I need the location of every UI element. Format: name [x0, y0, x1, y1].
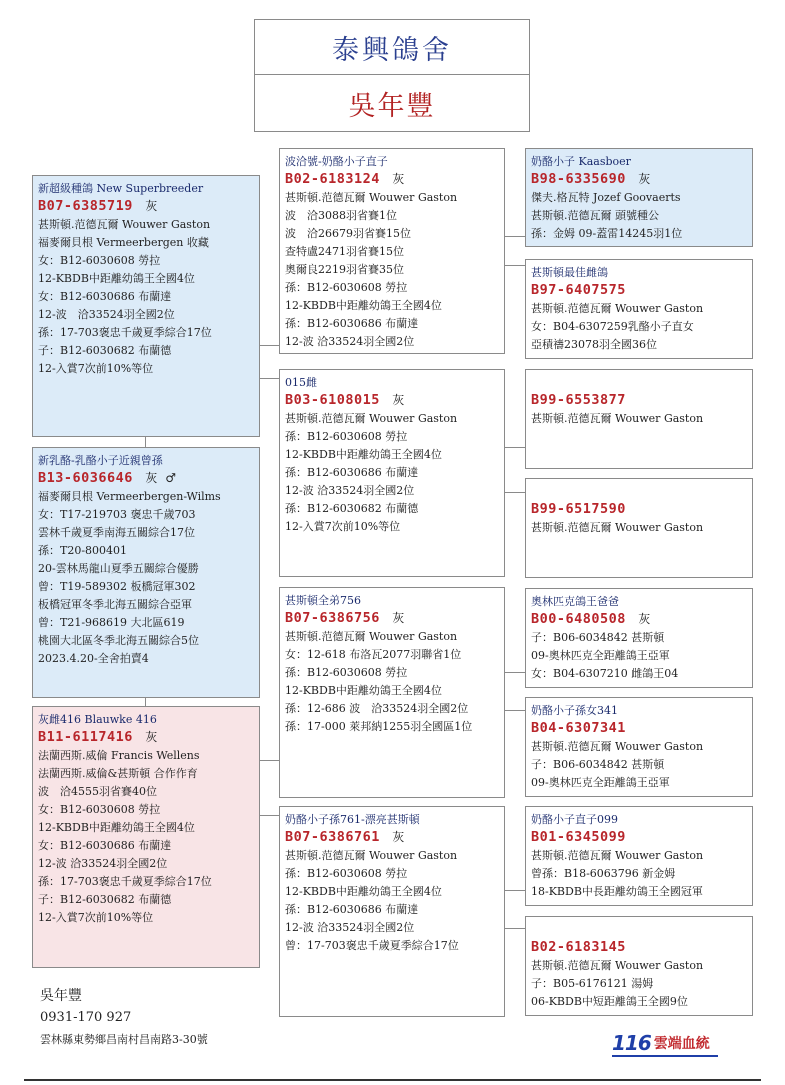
info-line: 孫：B12-6030682 布蘭德: [285, 502, 419, 515]
info-line: 12-KBDB中距離幼鴿王全國4位: [285, 885, 442, 898]
info-line: 甚斯頓.范德瓦爾 Wouwer Gaston: [38, 218, 211, 231]
info-line: 甚斯頓.范德瓦爾 Wouwer Gaston: [531, 740, 704, 753]
info-line: 雲林千歲夏季南海五關綜合17位: [38, 526, 195, 539]
info-line: 曾：T19-589302 板橋冠軍302: [38, 580, 196, 593]
info-line: 甚斯頓.范德瓦爾 Wouwer Gaston: [285, 412, 458, 425]
ancestor-ring: [285, 828, 504, 847]
info-line: 女：B12-6030686 布蘭達: [38, 290, 172, 303]
logo-underline: [612, 1055, 718, 1057]
ring-number: B07-6385719: [38, 198, 133, 214]
ring-number: B04-6307341: [531, 720, 626, 736]
color-label: 灰: [638, 172, 651, 186]
subject-card: [32, 175, 260, 437]
info-line: 甚斯頓.范德瓦爾 Wouwer Gaston: [531, 959, 704, 972]
info-line: 20-雲林馬龍山夏季五關綜合優勝: [38, 562, 199, 575]
connector: [505, 672, 525, 673]
info-line: 法蘭西斯.威倫&甚斯頓 合作作育: [38, 767, 198, 780]
info-line: 甚斯頓.范德瓦爾 Wouwer Gaston: [531, 412, 704, 425]
ancestor-ring: [531, 719, 752, 738]
info-line: 曾：T21-968619 大北區619: [38, 616, 185, 629]
ancestor-ring: [531, 170, 752, 189]
connector: [145, 436, 146, 447]
color-label: 灰: [392, 393, 405, 407]
dds-card: [525, 806, 753, 906]
info-line: 12-波 洽33524羽全國2位: [38, 308, 175, 321]
ring-number: B00-6480508: [531, 611, 626, 627]
info-line: 女：T17-219703 褒忠千歲703: [38, 508, 196, 521]
ssd-card: [525, 259, 753, 359]
ancestor-ring: [285, 170, 504, 189]
owner-title: 吳年豐: [348, 91, 436, 122]
sire-name: 新乳酪-乳酪小子近親曾孫: [38, 454, 163, 467]
ring-number: B99-6553877: [531, 392, 626, 408]
info-line: 甚斯頓.范德瓦爾 Wouwer Gaston: [285, 630, 458, 643]
info-line: 孫：17-703褒忠千歲夏季綜合17位: [38, 875, 212, 888]
info-line: 波 洽4555羽省賽40位: [38, 785, 157, 798]
ring-number: B13-6036646: [38, 470, 133, 486]
info-line: 波 洽3088羽省賽1位: [285, 209, 397, 222]
ancestor-name: 奶酪小子直子099: [531, 813, 618, 826]
ring-number: B97-6407575: [531, 282, 626, 298]
ring-number: B03-6108015: [285, 392, 380, 408]
color-label: 灰: [145, 730, 158, 744]
ancestor-ring: [531, 500, 752, 519]
info-line: 女：B04-6307259乳酪小子直女: [531, 320, 694, 333]
info-line: 孫：金姆 09-蓋雷14245羽1位: [531, 227, 683, 240]
info-line: 甚斯頓.范德瓦爾 Wouwer Gaston: [531, 849, 704, 862]
info-line: 甚斯頓.范德瓦爾 Wouwer Gaston: [285, 191, 458, 204]
subject-name: 新超級種鴿 New Superbreeder: [38, 182, 204, 195]
sire-card: [32, 447, 260, 698]
ring-number: B99-6517590: [531, 501, 626, 517]
color-label: 灰: [392, 830, 405, 844]
info-line: 09-奧林匹克全距離鴿王亞軍: [531, 776, 670, 789]
info-line: 12-入賞7次前10%等位: [285, 520, 401, 533]
dss-card: [525, 588, 753, 688]
dam-ring: [38, 728, 259, 747]
ancestor-ring: [531, 391, 752, 410]
color-label: 灰: [145, 199, 158, 213]
sire-ring: [38, 469, 259, 488]
dam-sire-card: [279, 587, 505, 798]
ring-number: B07-6386756: [285, 610, 380, 626]
ring-number: B07-6386761: [285, 829, 380, 845]
ring-number: B11-6117416: [38, 729, 133, 745]
connector: [259, 760, 279, 761]
info-line: 傑夫.格瓦特 Jozef Goovaerts: [531, 191, 681, 204]
ancestor-ring: [531, 610, 752, 629]
info-line: 甚斯頓.范德瓦爾 Wouwer Gaston: [531, 302, 704, 315]
ancestor-name: 奶酪小子孫女341: [531, 704, 618, 717]
ancestor-name: 015雌: [285, 376, 317, 389]
info-line: 女：B12-6030608 勞拉: [38, 254, 161, 267]
ring-number: B02-6183124: [285, 171, 380, 187]
info-line: 孫：B12-6030608 勞拉: [285, 666, 408, 679]
sdd-card: [525, 478, 753, 578]
info-line: 12-波 洽33524羽全國2位: [285, 335, 415, 348]
owner-phone: 0931-170 927: [40, 1010, 132, 1025]
info-line: 子：B12-6030682 布蘭德: [38, 344, 172, 357]
connector: [505, 890, 525, 891]
footer-divider: [24, 1079, 761, 1081]
info-line: 甚斯頓.范德瓦爾 頭號種公: [531, 209, 659, 222]
info-line: 子：B12-6030682 布蘭德: [38, 893, 172, 906]
info-line: 孫：17-703褒忠千歲夏季綜合17位: [38, 326, 212, 339]
info-line: 甚斯頓.范德瓦爾 Wouwer Gaston: [285, 849, 458, 862]
info-line: 子：B06-6034842 甚斯頓: [531, 631, 665, 644]
connector: [505, 492, 525, 493]
info-line: 法蘭西斯.威倫 Francis Wellens: [38, 749, 200, 762]
dam-card: [32, 706, 260, 968]
info-line: 孫：17-000 萊邦納1255羽全國區1位: [285, 720, 473, 733]
info-line: 奧爾良2219羽省賽35位: [285, 263, 404, 276]
info-line: 福麥爾貝根 Vermeerbergen 收藏: [38, 236, 209, 249]
ancestor-ring: [531, 938, 752, 957]
sire-dam-card: [279, 369, 505, 577]
info-line: 12-波 洽33524羽全國2位: [285, 921, 415, 934]
info-line: 波 洽26679羽省賽15位: [285, 227, 411, 240]
ancestor-name: 奶酪小子孫761-漂亮甚斯頓: [285, 813, 420, 826]
info-line: 12-入賞7次前10%等位: [38, 362, 154, 375]
info-line: 孫：B12-6030608 勞拉: [285, 430, 408, 443]
dsd-card: [525, 697, 753, 797]
ddd-card: [525, 916, 753, 1016]
sds-card: [525, 369, 753, 469]
info-line: 甚斯頓.范德瓦爾 Wouwer Gaston: [531, 521, 704, 534]
info-line: 12-KBDB中距離幼鴿王全國4位: [38, 821, 195, 834]
info-line: 女：B12-6030608 勞拉: [38, 803, 161, 816]
info-line: 查特盧2471羽省賽15位: [285, 245, 404, 258]
ancestor-name: 奧林匹克鴿王爸爸: [531, 595, 619, 608]
title-box: [254, 19, 530, 132]
dam-name: 灰雌416 Blauwke 416: [38, 713, 157, 726]
info-line: 06-KBDB中短距離鴿王全國9位: [531, 995, 688, 1008]
brand-logo: [612, 1031, 722, 1055]
connector: [505, 447, 525, 448]
ancestor-ring: [285, 391, 504, 410]
ancestor-ring: [531, 828, 752, 847]
ancestor-name: 甚斯頓全弟756: [285, 594, 361, 607]
ancestor-name: 波洽號-奶酪小子直子: [285, 155, 388, 168]
ancestor-name: 甚斯頓最佳雌鴿: [531, 266, 608, 279]
connector: [505, 928, 525, 929]
ancestor-ring: [285, 609, 504, 628]
info-line: 12-KBDB中距離幼鴿王全國4位: [285, 684, 442, 697]
subject-ring: [38, 197, 259, 216]
info-line: 孫：B12-6030608 勞拉: [285, 281, 408, 294]
info-line: 孫：B12-6030608 勞拉: [285, 867, 408, 880]
connector: [505, 265, 525, 266]
sss-card: [525, 148, 753, 247]
color-label: 灰: [145, 471, 158, 485]
info-line: 2023.4.20-全舍拍賣4: [38, 652, 149, 665]
info-line: 12-KBDB中距離幼鴿王全國4位: [38, 272, 195, 285]
owner-info: [40, 985, 208, 1051]
info-line: 子：B06-6034842 甚斯頓: [531, 758, 665, 771]
info-line: 孫：B12-6030686 布蘭達: [285, 466, 419, 479]
info-line: 12-入賞7次前10%等位: [38, 911, 154, 924]
info-line: 曾：17-703褒忠千歲夏季綜合17位: [285, 939, 459, 952]
color-label: 灰: [392, 172, 405, 186]
connector: [259, 815, 279, 816]
color-label: 灰: [392, 611, 405, 625]
info-line: 12-波 洽33524羽全國2位: [285, 484, 415, 497]
ancestor-name: 奶酪小子 Kaasboer: [531, 155, 631, 168]
loft-name: 泰興鴿舍: [255, 20, 529, 75]
info-line: 桃園大北區冬季北海五關綜合5位: [38, 634, 199, 647]
info-line: 孫：B12-6030686 布蘭達: [285, 317, 419, 330]
ring-number: B02-6183145: [531, 939, 626, 955]
info-line: 12-波 洽33524羽全國2位: [38, 857, 168, 870]
info-line: 亞積禱23078羽全國36位: [531, 338, 657, 351]
color-label: 灰: [638, 612, 651, 626]
info-line: 曾孫：B18-6063796 新金姆: [531, 867, 676, 880]
info-line: 18-KBDB中長距離幼鴿王全國冠軍: [531, 885, 703, 898]
sire-sire-card: [279, 148, 505, 354]
info-line: 女：B12-6030686 布蘭達: [38, 839, 172, 852]
connector: [505, 710, 525, 711]
connector: [145, 697, 146, 706]
info-line: 12-KBDB中距離幼鴿王全國4位: [285, 299, 442, 312]
logo-text: 雲端血統: [653, 1036, 710, 1052]
owner-name: 吳年豐: [40, 988, 82, 1004]
connector: [505, 236, 525, 237]
owner-address: 雲林縣東勢鄉昌南村昌南路3-30號: [40, 1033, 208, 1046]
info-line: 12-KBDB中距離幼鴿王全國4位: [285, 448, 442, 461]
male-icon: ♂: [165, 471, 176, 485]
ring-number: B01-6345099: [531, 829, 626, 845]
ring-number: B98-6335690: [531, 171, 626, 187]
info-line: 孫：T20-800401: [38, 544, 128, 557]
info-line: 福麥爾貝根 Vermeerbergen-Wilms: [38, 490, 221, 503]
info-line: 板橋冠軍冬季北海五關綜合亞軍: [38, 598, 192, 611]
connector: [259, 345, 279, 346]
connector: [259, 378, 279, 379]
dam-dam-card: [279, 806, 505, 1017]
info-line: 女：12-618 布洛瓦2077羽聯省1位: [285, 648, 462, 661]
ancestor-ring: [531, 281, 752, 300]
logo-number: 116: [612, 1031, 651, 1055]
info-line: 孫：B12-6030686 布蘭達: [285, 903, 419, 916]
info-line: 女：B04-6307210 雌鴿王04: [531, 667, 679, 680]
info-line: 孫：12-686 波 洽33524羽全國2位: [285, 702, 469, 715]
info-line: 子：B05-6176121 湯姆: [531, 977, 654, 990]
info-line: 09-奧林匹克全距離鴿王亞軍: [531, 649, 670, 662]
